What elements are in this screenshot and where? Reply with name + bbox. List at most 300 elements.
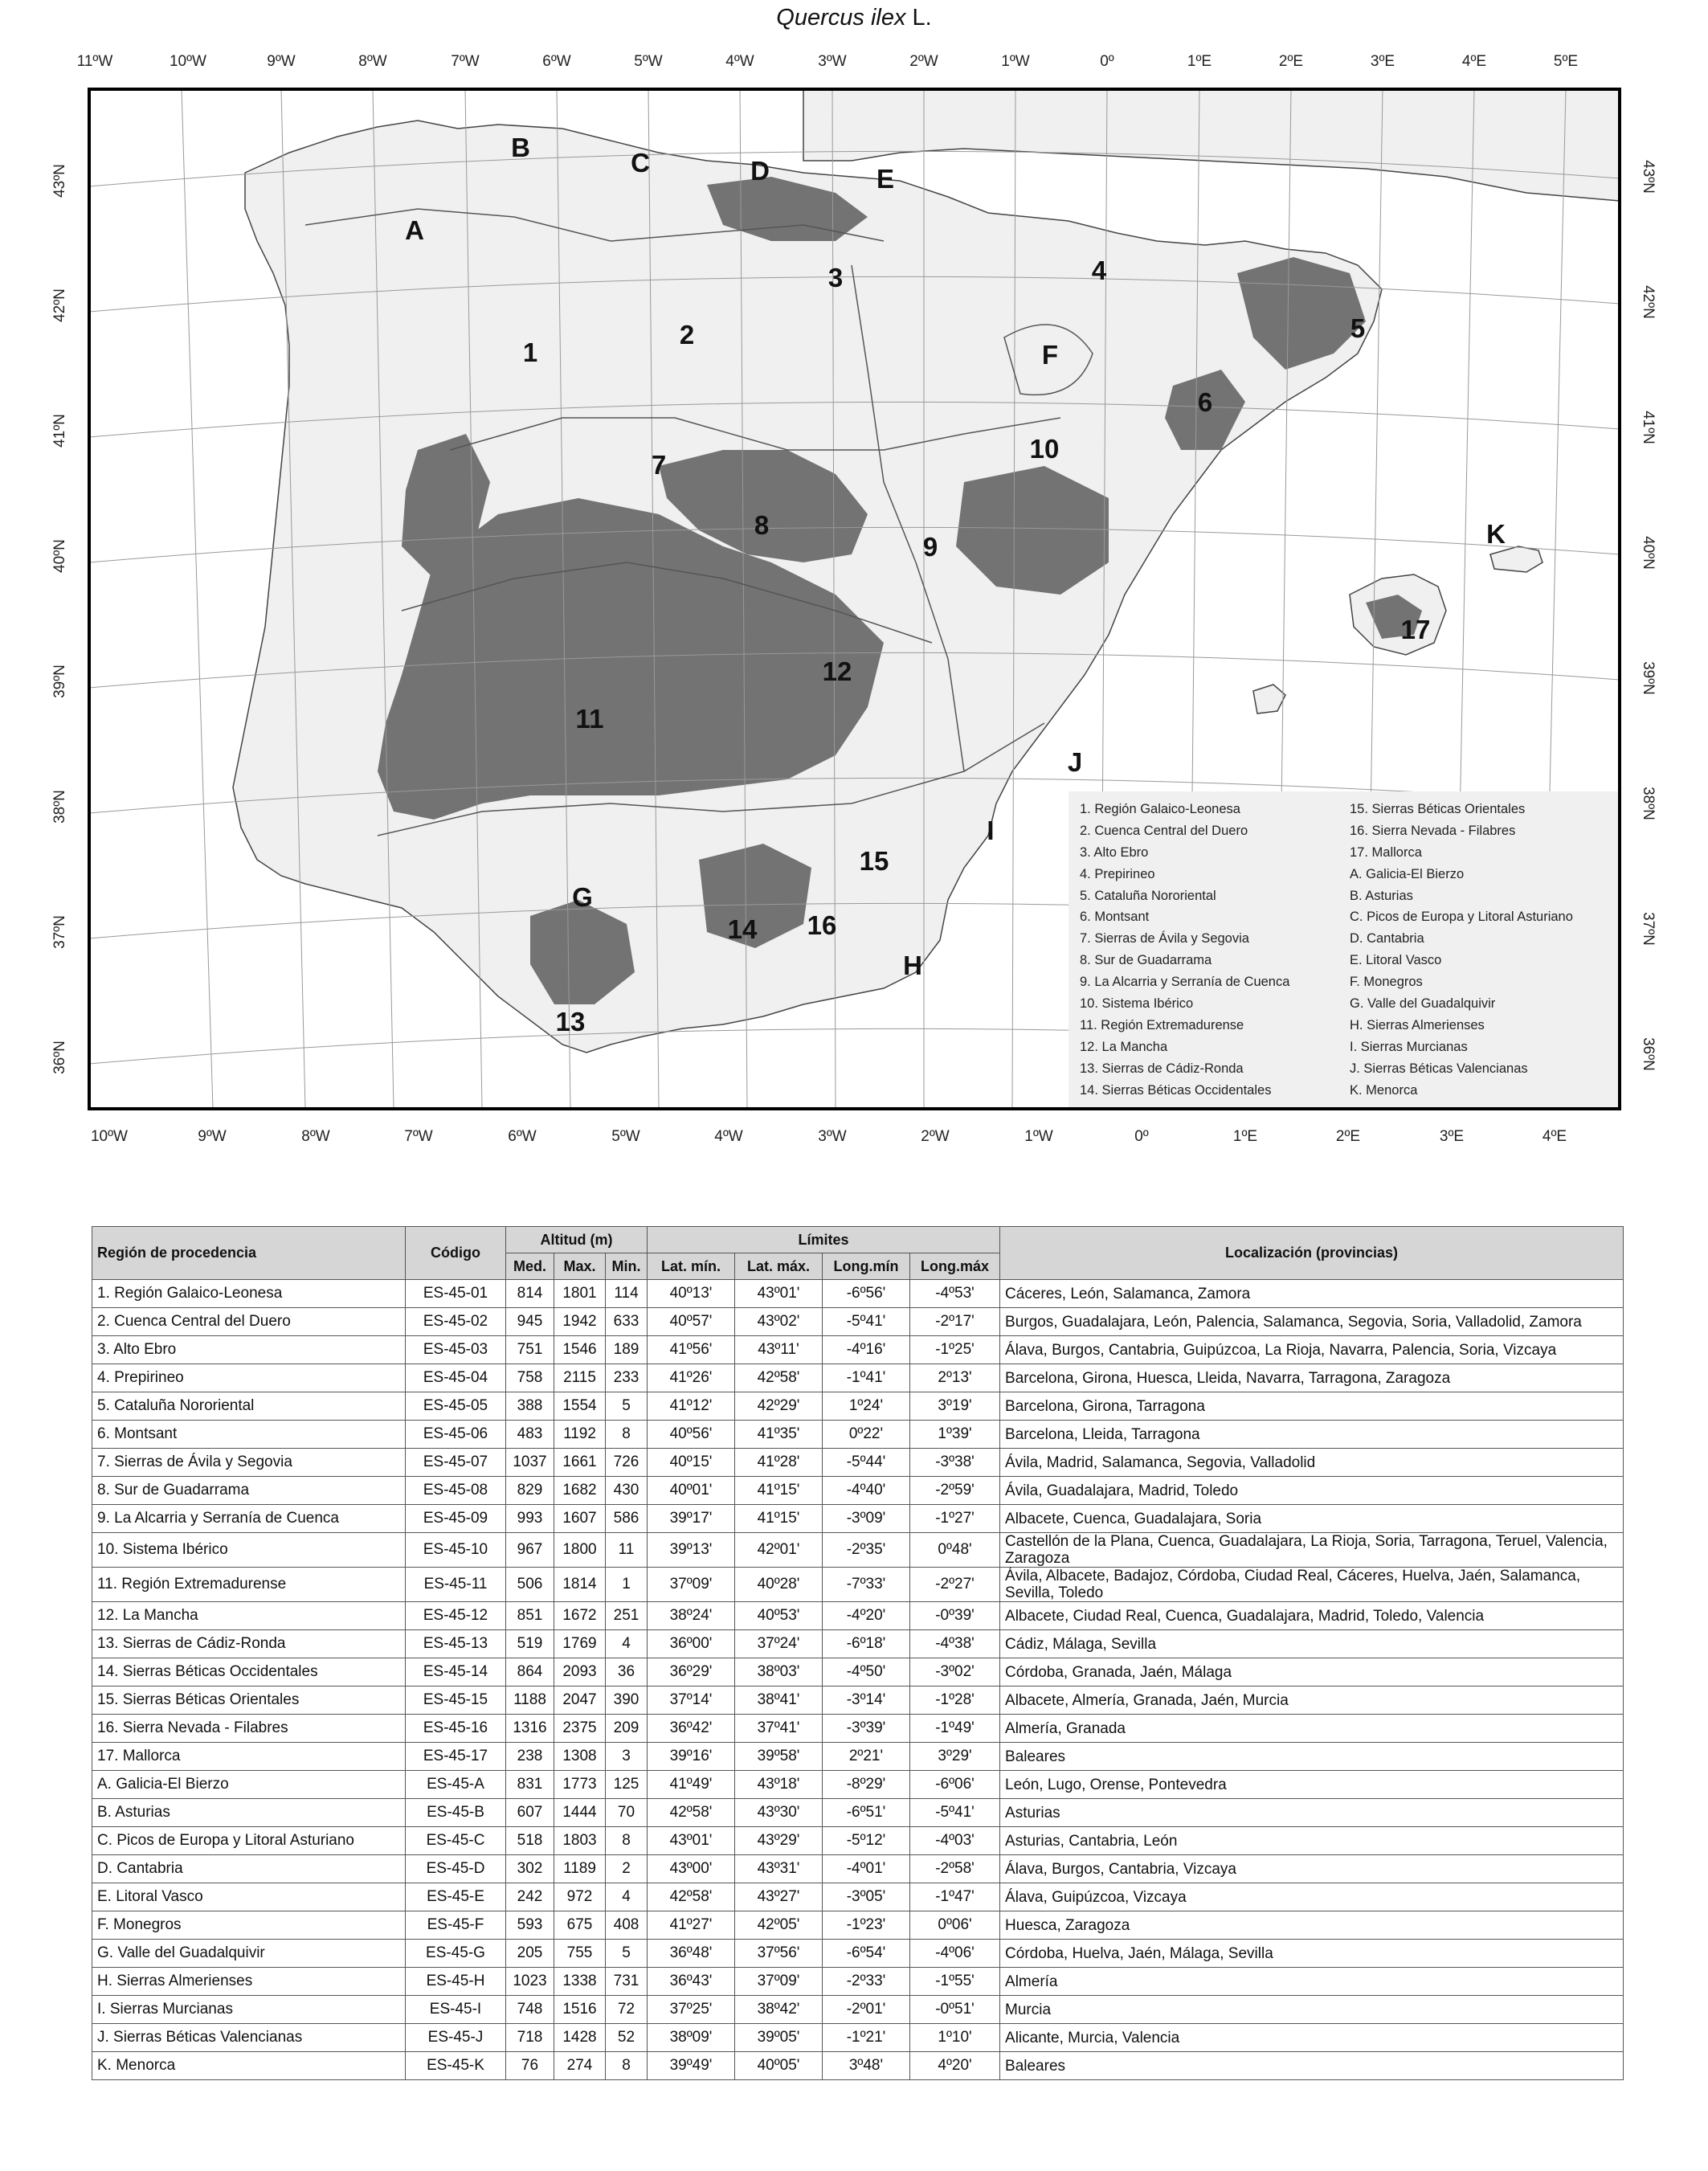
region-label-E: E <box>876 164 895 194</box>
table-row <box>92 1968 1624 1996</box>
region-label-G: G <box>572 882 593 912</box>
cell-max: 1516 <box>554 1996 606 2024</box>
cell-min: 633 <box>606 1308 648 1336</box>
cell-min: 209 <box>606 1715 648 1743</box>
cell-long-max: -2º17' <box>910 1308 1000 1336</box>
table-row <box>92 1336 1624 1364</box>
legend-item: H. Sierras Almerienses <box>1350 1017 1485 1032</box>
cell-min: 4 <box>606 1883 648 1911</box>
cell-region: 1. Región Galaico-Leonesa <box>92 1280 406 1308</box>
cell-min: 8 <box>606 1421 648 1449</box>
legend-item: 14. Sierras Béticas Occidentales <box>1080 1082 1272 1098</box>
cell-min: 8 <box>606 1827 648 1855</box>
cell-long-min: -4º20' <box>823 1602 910 1630</box>
cell-lat-min: 40º15' <box>648 1449 735 1477</box>
cell-max: 972 <box>554 1883 606 1911</box>
cell-lat-min: 37º14' <box>648 1687 735 1715</box>
region-label-17: 17 <box>1400 615 1431 644</box>
cell-region: 3. Alto Ebro <box>92 1336 406 1364</box>
cell-lat-min: 41º56' <box>648 1336 735 1364</box>
cell-region: 5. Cataluña Nororiental <box>92 1392 406 1421</box>
cell-region: 11. Región Extremadurense <box>92 1568 406 1602</box>
top-lon-label: 1ºW <box>1001 53 1030 70</box>
region-label-I: I <box>987 816 995 845</box>
table-row <box>92 1799 1624 1827</box>
cell-long-min: -8º29' <box>823 1771 910 1799</box>
cell-min: 52 <box>606 2024 648 2052</box>
cell-max: 1546 <box>554 1336 606 1364</box>
cell-region: 4. Prepirineo <box>92 1364 406 1392</box>
cell-med: 1023 <box>506 1968 554 1996</box>
cell-lat-min: 36º00' <box>648 1630 735 1658</box>
cell-loc: Cádiz, Málaga, Sevilla <box>1000 1630 1624 1658</box>
cell-long-max: -1º28' <box>910 1687 1000 1715</box>
legend-item: C. Picos de Europa y Litoral Asturiano <box>1350 910 1573 925</box>
legend-item: G. Valle del Guadalquivir <box>1350 996 1496 1012</box>
cell-lat-min: 41º49' <box>648 1771 735 1799</box>
cell-region: C. Picos de Europa y Litoral Asturiano <box>92 1827 406 1855</box>
cell-max: 1682 <box>554 1477 606 1505</box>
cell-long-max: 2º13' <box>910 1364 1000 1392</box>
cell-max: 1814 <box>554 1568 606 1602</box>
table-row <box>92 1940 1624 1968</box>
top-lon-label: 4ºE <box>1461 53 1487 70</box>
left-lat-label: 41ºN <box>51 414 68 448</box>
bottom-lon-label: 4ºW <box>714 1128 743 1145</box>
cell-min: 233 <box>606 1364 648 1392</box>
cell-loc: Barcelona, Girona, Huesca, Lleida, Navarra, Tarragona, Zaragoza <box>1000 1364 1624 1392</box>
cell-region: 7. Sierras de Ávila y Segovia <box>92 1449 406 1477</box>
left-lat-label: 36ºN <box>51 1041 68 1074</box>
cell-lat-min: 36º29' <box>648 1658 735 1687</box>
cell-med: 864 <box>506 1658 554 1687</box>
cell-min: 726 <box>606 1449 648 1477</box>
cell-long-max: -1º55' <box>910 1968 1000 1996</box>
right-lat-label: 36ºN <box>1640 1037 1657 1071</box>
cell-min: 1 <box>606 1568 648 1602</box>
cell-min: 125 <box>606 1771 648 1799</box>
header-lat-min: Lat. mín. <box>648 1253 735 1280</box>
cell-loc: Barcelona, Girona, Tarragona <box>1000 1392 1624 1421</box>
cell-lat-min: 36º42' <box>648 1715 735 1743</box>
cell-long-max: -1º25' <box>910 1336 1000 1364</box>
region-label-F: F <box>1041 340 1059 370</box>
cell-code: ES-45-E <box>406 1883 506 1911</box>
cell-lat-max: 37º56' <box>735 1940 823 1968</box>
cell-long-min: -6º51' <box>823 1799 910 1827</box>
cell-max: 274 <box>554 2052 606 2080</box>
table-row <box>92 1308 1624 1336</box>
cell-code: ES-45-10 <box>406 1533 506 1568</box>
cell-min: 408 <box>606 1911 648 1940</box>
cell-lat-min: 43º01' <box>648 1827 735 1855</box>
cell-region: 10. Sistema Ibérico <box>92 1533 406 1568</box>
cell-med: 945 <box>506 1308 554 1336</box>
cell-region: J. Sierras Béticas Valencianas <box>92 2024 406 2052</box>
cell-long-min: -3º14' <box>823 1687 910 1715</box>
legend-item: D. Cantabria <box>1350 931 1424 946</box>
bottom-lon-label: 3ºE <box>1439 1128 1465 1145</box>
top-lon-label: 3ºW <box>818 53 847 70</box>
cell-max: 1338 <box>554 1968 606 1996</box>
legend-item: A. Galicia-El Bierzo <box>1350 866 1465 881</box>
legend-item: 4. Prepirineo <box>1080 866 1155 881</box>
cell-long-max: 0º06' <box>910 1911 1000 1940</box>
cell-lat-max: 38º42' <box>735 1996 823 2024</box>
cell-code: ES-45-G <box>406 1940 506 1968</box>
top-lon-label: 2ºE <box>1278 53 1304 70</box>
cell-long-max: -1º47' <box>910 1883 1000 1911</box>
legend-item: 5. Cataluña Nororiental <box>1080 888 1216 903</box>
region-label-8: 8 <box>754 510 770 540</box>
left-lat-label: 37ºN <box>51 915 68 949</box>
cell-loc: Albacete, Almería, Granada, Jaén, Murcia <box>1000 1687 1624 1715</box>
cell-loc: Asturias <box>1000 1799 1624 1827</box>
cell-code: ES-45-16 <box>406 1715 506 1743</box>
header-code: Código <box>406 1227 506 1280</box>
cell-lat-max: 43º27' <box>735 1883 823 1911</box>
header-med: Med. <box>506 1253 554 1280</box>
cell-loc: Castellón de la Plana, Cuenca, Guadalajara, La Rioja, Soria, Tarragona, Teruel, Valencia, Zaragoza <box>1000 1533 1624 1568</box>
cell-med: 814 <box>506 1280 554 1308</box>
cell-lat-min: 40º13' <box>648 1280 735 1308</box>
table-row <box>92 1392 1624 1421</box>
header-max: Max. <box>554 1253 606 1280</box>
cell-code: ES-45-14 <box>406 1658 506 1687</box>
cell-med: 518 <box>506 1827 554 1855</box>
header-lat-max: Lat. máx. <box>735 1253 823 1280</box>
cell-code: ES-45-J <box>406 2024 506 2052</box>
cell-long-min: -5º12' <box>823 1827 910 1855</box>
cell-max: 1942 <box>554 1308 606 1336</box>
header-limits: Límites <box>648 1227 1000 1253</box>
cell-lat-max: 39º05' <box>735 2024 823 2052</box>
legend-item: F. Monegros <box>1350 975 1423 990</box>
bottom-lon-label: 5ºW <box>611 1128 640 1145</box>
bottom-lon-label: 1ºE <box>1232 1128 1258 1145</box>
cell-lat-max: 41º15' <box>735 1505 823 1533</box>
top-lon-label: 10ºW <box>169 53 207 70</box>
cell-max: 1661 <box>554 1449 606 1477</box>
region-label-4: 4 <box>1091 256 1107 285</box>
table-row <box>92 1715 1624 1743</box>
cell-region: 6. Montsant <box>92 1421 406 1449</box>
species-author: L. <box>912 5 932 31</box>
cell-region: 14. Sierras Béticas Occidentales <box>92 1658 406 1687</box>
cell-long-max: -3º38' <box>910 1449 1000 1477</box>
right-lat-label: 41ºN <box>1640 411 1657 444</box>
cell-long-min: -4º50' <box>823 1658 910 1687</box>
cell-loc: Ávila, Albacete, Badajoz, Córdoba, Ciudad Real, Cáceres, Huelva, Jaén, Salamanca, Sevilla, Toledo <box>1000 1568 1624 1602</box>
region-label-14: 14 <box>727 914 758 944</box>
cell-region: I. Sierras Murcianas <box>92 1996 406 2024</box>
cell-long-max: -1º49' <box>910 1715 1000 1743</box>
cell-long-min: -4º40' <box>823 1477 910 1505</box>
cell-max: 1607 <box>554 1505 606 1533</box>
table-row <box>92 1855 1624 1883</box>
cell-lat-max: 43º31' <box>735 1855 823 1883</box>
cell-lat-max: 40º53' <box>735 1602 823 1630</box>
left-latitude-labels <box>51 164 68 1074</box>
cell-loc: Baleares <box>1000 1743 1624 1771</box>
cell-lat-max: 43º02' <box>735 1308 823 1336</box>
cell-region: F. Monegros <box>92 1911 406 1940</box>
legend-item: I. Sierras Murcianas <box>1350 1039 1468 1054</box>
bottom-lon-label: 9ºW <box>198 1128 227 1145</box>
cell-med: 851 <box>506 1602 554 1630</box>
cell-region: 17. Mallorca <box>92 1743 406 1771</box>
cell-min: 430 <box>606 1477 648 1505</box>
cell-min: 11 <box>606 1533 648 1568</box>
cell-lat-max: 38º03' <box>735 1658 823 1687</box>
legend-item: 7. Sierras de Ávila y Segovia <box>1080 931 1249 946</box>
cell-min: 2 <box>606 1855 648 1883</box>
table-row <box>92 1658 1624 1687</box>
cell-max: 1428 <box>554 2024 606 2052</box>
cell-long-max: 4º20' <box>910 2052 1000 2080</box>
legend-item: 1. Región Galaico-Leonesa <box>1080 802 1240 816</box>
legend-item: 6. Montsant <box>1080 910 1150 925</box>
cell-lat-max: 40º28' <box>735 1568 823 1602</box>
cell-long-min: -6º18' <box>823 1630 910 1658</box>
cell-code: ES-45-07 <box>406 1449 506 1477</box>
left-lat-label: 40ºN <box>51 539 68 573</box>
legend-item: 16. Sierra Nevada - Filabres <box>1350 823 1516 838</box>
cell-min: 36 <box>606 1658 648 1687</box>
cell-code: ES-45-03 <box>406 1336 506 1364</box>
cell-med: 519 <box>506 1630 554 1658</box>
cell-lat-min: 36º43' <box>648 1968 735 1996</box>
cell-loc: Murcia <box>1000 1996 1624 2024</box>
cell-min: 731 <box>606 1968 648 1996</box>
table-row <box>92 1687 1624 1715</box>
legend-item: K. Menorca <box>1350 1082 1418 1098</box>
cell-lat-max: 43º30' <box>735 1799 823 1827</box>
cell-med: 993 <box>506 1505 554 1533</box>
cell-max: 1803 <box>554 1827 606 1855</box>
cell-code: ES-45-04 <box>406 1364 506 1392</box>
table-row <box>92 1280 1624 1308</box>
cell-long-max: -0º51' <box>910 1996 1000 2024</box>
cell-min: 8 <box>606 2052 648 2080</box>
cell-med: 751 <box>506 1336 554 1364</box>
cell-loc: Ávila, Madrid, Salamanca, Segovia, Valladolid <box>1000 1449 1624 1477</box>
region-label-1: 1 <box>522 337 538 367</box>
legend-item: 13. Sierras de Cádiz-Ronda <box>1080 1061 1244 1076</box>
cell-lat-min: 43º00' <box>648 1855 735 1883</box>
cell-region: 8. Sur de Guadarrama <box>92 1477 406 1505</box>
table-row <box>92 1533 1624 1568</box>
table-row <box>92 2024 1624 2052</box>
cell-long-max: 1º39' <box>910 1421 1000 1449</box>
cell-lat-max: 43º01' <box>735 1280 823 1308</box>
legend-item: E. Litoral Vasco <box>1350 953 1442 968</box>
cell-max: 2093 <box>554 1658 606 1687</box>
cell-min: 5 <box>606 1392 648 1421</box>
cell-lat-max: 43º11' <box>735 1336 823 1364</box>
cell-long-max: 3º19' <box>910 1392 1000 1421</box>
cell-long-min: -1º23' <box>823 1911 910 1940</box>
cell-code: ES-45-A <box>406 1771 506 1799</box>
top-lon-label: 9ºW <box>267 53 296 70</box>
cell-min: 70 <box>606 1799 648 1827</box>
cell-min: 3 <box>606 1743 648 1771</box>
cell-loc: Burgos, Guadalajara, León, Palencia, Salamanca, Segovia, Soria, Valladolid, Zamora <box>1000 1308 1624 1336</box>
bottom-lon-label: 6ºW <box>508 1128 537 1145</box>
cell-long-min: 0º22' <box>823 1421 910 1449</box>
cell-long-min: -2º35' <box>823 1533 910 1568</box>
cell-region: 9. La Alcarria y Serranía de Cuenca <box>92 1505 406 1533</box>
region-label-H: H <box>903 951 922 980</box>
bottom-lon-label: 3ºW <box>818 1128 847 1145</box>
bottom-lon-label: 0º <box>1134 1128 1149 1145</box>
cell-long-min: -1º41' <box>823 1364 910 1392</box>
cell-lat-max: 38º41' <box>735 1687 823 1715</box>
region-label-A: A <box>405 215 424 245</box>
provenance-regions-table <box>92 1226 1624 2080</box>
region-label-C: C <box>631 148 650 178</box>
cell-lat-min: 39º13' <box>648 1533 735 1568</box>
table-row <box>92 1771 1624 1799</box>
cell-med: 748 <box>506 1996 554 2024</box>
legend-item: 8. Sur de Guadarrama <box>1080 953 1212 968</box>
legend-item: B. Asturias <box>1350 888 1413 903</box>
cell-med: 388 <box>506 1392 554 1421</box>
cell-max: 2115 <box>554 1364 606 1392</box>
cell-loc: Córdoba, Huelva, Jaén, Málaga, Sevilla <box>1000 1940 1624 1968</box>
cell-region: D. Cantabria <box>92 1855 406 1883</box>
cell-lat-max: 42º01' <box>735 1533 823 1568</box>
cell-code: ES-45-01 <box>406 1280 506 1308</box>
cell-region: 15. Sierras Béticas Orientales <box>92 1687 406 1715</box>
cell-region: 13. Sierras de Cádiz-Ronda <box>92 1630 406 1658</box>
cell-max: 1192 <box>554 1421 606 1449</box>
cell-max: 755 <box>554 1940 606 1968</box>
region-label-10: 10 <box>1029 434 1060 464</box>
cell-min: 114 <box>606 1280 648 1308</box>
cell-long-max: -4º38' <box>910 1630 1000 1658</box>
bottom-lon-label: 2ºE <box>1335 1128 1361 1145</box>
cell-long-max: -2º58' <box>910 1855 1000 1883</box>
cell-region: G. Valle del Guadalquivir <box>92 1940 406 1968</box>
table-row <box>92 2052 1624 2080</box>
table-row <box>92 1568 1624 1602</box>
cell-loc: Alicante, Murcia, Valencia <box>1000 2024 1624 2052</box>
cell-max: 1773 <box>554 1771 606 1799</box>
left-lat-label: 43ºN <box>51 164 68 198</box>
cell-min: 189 <box>606 1336 648 1364</box>
cell-med: 1316 <box>506 1715 554 1743</box>
table-row <box>92 1505 1624 1533</box>
region-label-7: 7 <box>651 450 667 480</box>
cell-code: ES-45-15 <box>406 1687 506 1715</box>
cell-long-max: -2º59' <box>910 1477 1000 1505</box>
cell-lat-max: 42º05' <box>735 1911 823 1940</box>
cell-lat-max: 39º58' <box>735 1743 823 1771</box>
header-long-min: Long.mín <box>823 1253 910 1280</box>
cell-loc: León, Lugo, Orense, Pontevedra <box>1000 1771 1624 1799</box>
cell-code: ES-45-D <box>406 1855 506 1883</box>
cell-long-max: -1º27' <box>910 1505 1000 1533</box>
cell-med: 76 <box>506 2052 554 2080</box>
cell-lat-min: 38º09' <box>648 2024 735 2052</box>
cell-lat-min: 38º24' <box>648 1602 735 1630</box>
cell-med: 302 <box>506 1855 554 1883</box>
region-label-B: B <box>511 133 530 162</box>
cell-code: ES-45-02 <box>406 1308 506 1336</box>
legend-item: 15. Sierras Béticas Orientales <box>1350 802 1526 816</box>
cell-med: 483 <box>506 1421 554 1449</box>
cell-loc: Baleares <box>1000 2052 1624 2080</box>
cell-code: ES-45-11 <box>406 1568 506 1602</box>
cell-code: ES-45-C <box>406 1827 506 1855</box>
cell-loc: Cáceres, León, Salamanca, Zamora <box>1000 1280 1624 1308</box>
top-lon-label: 1ºE <box>1187 53 1212 70</box>
table-row <box>92 1743 1624 1771</box>
cell-med: 967 <box>506 1533 554 1568</box>
region-label-11: 11 <box>575 704 604 734</box>
bottom-lon-label: 1ºW <box>1024 1128 1053 1145</box>
cell-code: ES-45-09 <box>406 1505 506 1533</box>
cell-loc: Ávila, Guadalajara, Madrid, Toledo <box>1000 1477 1624 1505</box>
top-lon-label: 5ºW <box>634 53 663 70</box>
cell-long-min: -6º56' <box>823 1280 910 1308</box>
table-row <box>92 1364 1624 1392</box>
cell-lat-min: 41º26' <box>648 1364 735 1392</box>
region-label-2: 2 <box>679 320 695 350</box>
table-header-row <box>92 1227 1624 1253</box>
cell-code: ES-45-12 <box>406 1602 506 1630</box>
table-row <box>92 1827 1624 1855</box>
cell-lat-min: 39º16' <box>648 1743 735 1771</box>
top-lon-label: 7ºW <box>451 53 480 70</box>
region-label-6: 6 <box>1197 387 1213 417</box>
cell-med: 829 <box>506 1477 554 1505</box>
cell-lat-max: 37º24' <box>735 1630 823 1658</box>
cell-min: 4 <box>606 1630 648 1658</box>
cell-lat-max: 37º09' <box>735 1968 823 1996</box>
top-lon-label: 4ºW <box>725 53 754 70</box>
cell-med: 205 <box>506 1940 554 1968</box>
cell-loc: Albacete, Ciudad Real, Cuenca, Guadalajara, Madrid, Toledo, Valencia <box>1000 1602 1624 1630</box>
cell-lat-min: 39º17' <box>648 1505 735 1533</box>
cell-max: 1554 <box>554 1392 606 1421</box>
cell-code: ES-45-06 <box>406 1421 506 1449</box>
cell-max: 675 <box>554 1911 606 1940</box>
legend-item: 3. Alto Ebro <box>1080 844 1149 860</box>
legend-right-column <box>1350 799 1573 1101</box>
bottom-lon-label: 8ºW <box>301 1128 330 1145</box>
cell-long-max: -4º06' <box>910 1940 1000 1968</box>
legend-item: 2. Cuenca Central del Duero <box>1080 823 1248 838</box>
cell-med: 1037 <box>506 1449 554 1477</box>
region-label-13: 13 <box>555 1007 586 1036</box>
cell-max: 1672 <box>554 1602 606 1630</box>
cell-long-min: -1º21' <box>823 2024 910 2052</box>
right-lat-label: 38ºN <box>1640 787 1657 820</box>
cell-region: H. Sierras Almerienses <box>92 1968 406 1996</box>
cell-min: 390 <box>606 1687 648 1715</box>
cell-loc: Almería, Granada <box>1000 1715 1624 1743</box>
cell-region: A. Galicia-El Bierzo <box>92 1771 406 1799</box>
cell-long-min: 2º21' <box>823 1743 910 1771</box>
cell-max: 2375 <box>554 1715 606 1743</box>
cell-code: ES-45-K <box>406 2052 506 2080</box>
legend-item: 9. La Alcarria y Serranía de Cuenca <box>1080 975 1290 990</box>
cell-med: 506 <box>506 1568 554 1602</box>
cell-max: 1189 <box>554 1855 606 1883</box>
cell-lat-max: 41º28' <box>735 1449 823 1477</box>
